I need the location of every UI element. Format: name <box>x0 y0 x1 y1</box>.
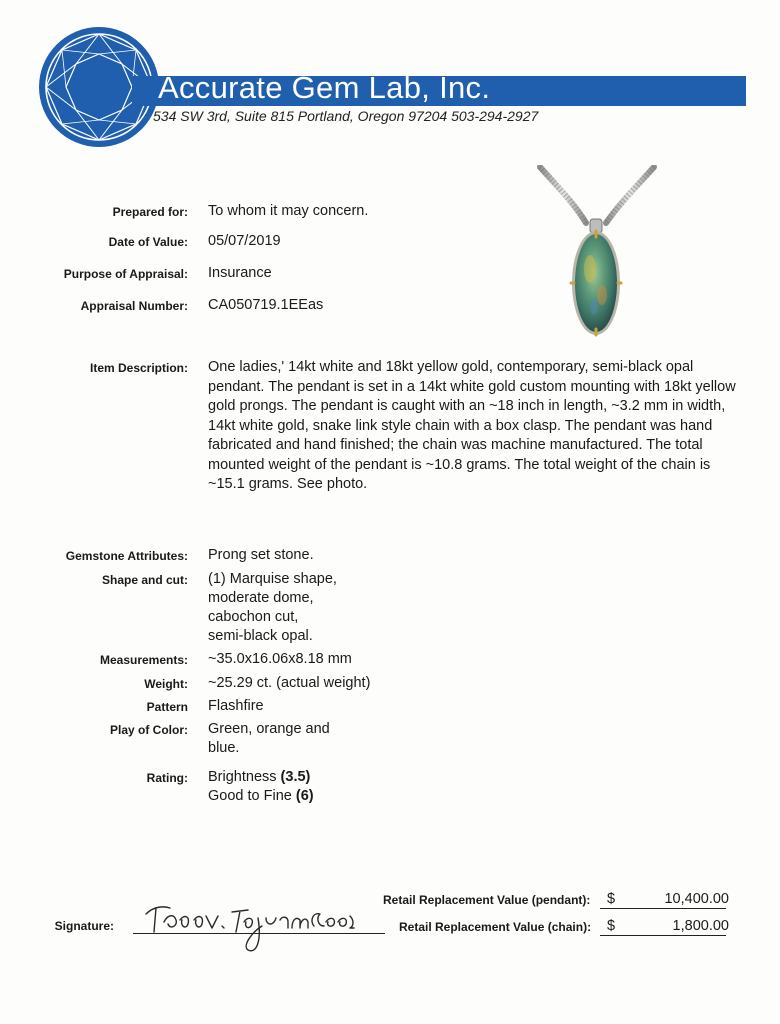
signature-label: Signature: <box>54 919 114 933</box>
company-name: Accurate Gem Lab, Inc. <box>158 70 491 105</box>
shape-line: cabochon cut, <box>208 609 299 625</box>
pendant-value-label: Retail Replacement Value (pendant): <box>383 893 591 907</box>
shape-line: semi-black opal. <box>208 628 313 644</box>
purpose-value: Insurance <box>208 265 272 281</box>
play-of-color-line: blue. <box>208 740 240 756</box>
measurements-label: Measurements: <box>99 653 188 667</box>
weight-value: ~25.29 ct. (actual weight) <box>208 675 371 691</box>
prepared-for-value: To whom it may concern. <box>208 203 369 219</box>
quality-text: Good to Fine <box>208 788 296 804</box>
shape-label: Shape and cut: <box>101 573 188 587</box>
gemstone-attributes-label: Gemstone Attributes: <box>65 549 188 563</box>
pendant-photo <box>536 165 666 345</box>
chain-value-label: Retail Replacement Value (chain): <box>399 920 592 934</box>
appraisal-number-label: Appraisal Number: <box>80 299 188 313</box>
pattern-value: Flashfire <box>208 698 264 714</box>
shape-value <box>208 570 337 646</box>
rating-label: Rating: <box>146 771 188 785</box>
item-description-label: Item Description: <box>89 361 188 375</box>
chain-value: 1,800.00 <box>672 918 729 934</box>
company-address: 534 SW 3rd, Suite 815 Portland, Oregon 97204 503-294-2927 <box>153 108 539 124</box>
shape-line: moderate dome, <box>208 590 314 606</box>
pattern-label: Pattern <box>146 700 188 714</box>
pendant-currency: $ <box>607 891 616 907</box>
rating-value <box>208 768 314 806</box>
brightness-text: Brightness <box>208 769 281 785</box>
shape-line: (1) Marquise shape, <box>208 571 337 587</box>
date-label: Date of Value: <box>108 235 188 249</box>
prepared-for-label: Prepared for: <box>112 205 188 219</box>
measurements-value: ~35.0x16.06x8.18 mm <box>208 651 352 667</box>
quality-score: (6) <box>295 788 314 804</box>
chain-currency: $ <box>607 918 616 934</box>
date-value: 05/07/2019 <box>208 233 281 249</box>
item-description-text: One ladies,' 14kt white and 18kt yellow gold, contemporary, semi-black opal pendant. The pendant is set in a 14kt white gold custom mounting with 18kt yellow gold prongs. The pendant is caught with an ~18 inch in length, ~3.2 mm in width, 14kt white gold, snake link style chain with a box clasp. The pendant was hand fabricated and hand finished; the chain was machine manufactured. The total mounted weight of the pendant is ~10.8 grams. The total weight of the chain is ~15.1 grams. See photo. <box>208 359 736 492</box>
letterhead <box>0 0 780 140</box>
brightness-line <box>208 768 314 787</box>
gemstone-attributes-value: Prong set stone. <box>208 547 314 563</box>
brightness-score: (3.5) <box>280 769 311 785</box>
weight-label: Weight: <box>144 677 188 691</box>
play-of-color-label: Play of Color: <box>109 723 188 737</box>
appraisal-number-value: CA050719.1EEas <box>208 297 324 313</box>
chain-value-underline <box>600 935 726 936</box>
purpose-label: Purpose of Appraisal: <box>63 267 188 281</box>
quality-line <box>208 787 314 806</box>
handwritten-signature <box>140 892 360 958</box>
play-of-color-line: Green, orange and <box>208 721 330 737</box>
play-of-color-value <box>208 720 330 758</box>
pendant-value: 10,400.00 <box>664 891 729 907</box>
pendant-value-underline <box>600 908 726 909</box>
